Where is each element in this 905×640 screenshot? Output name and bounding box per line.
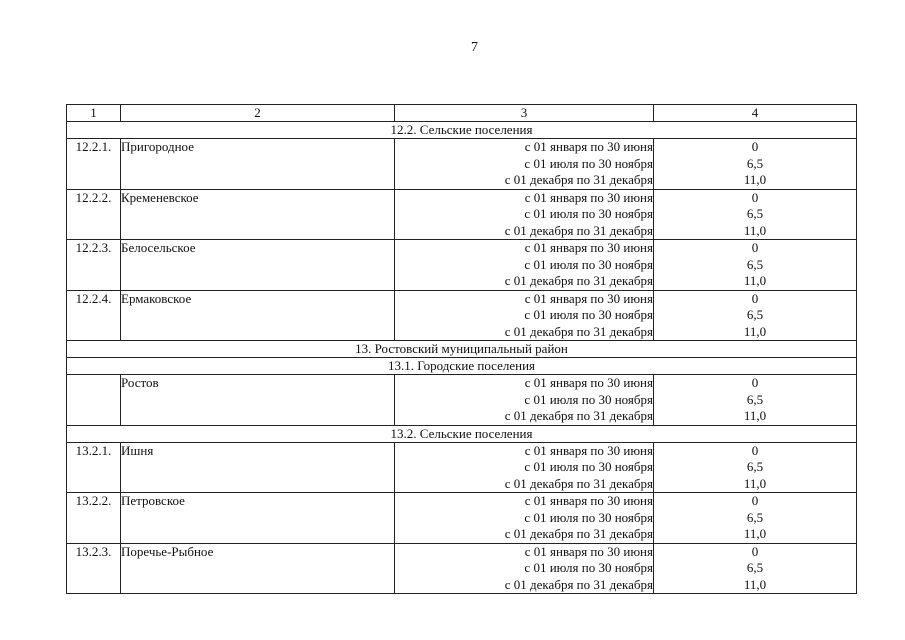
period-line: с 01 января по 30 июня bbox=[524, 543, 653, 559]
period-cell bbox=[395, 543, 654, 594]
period-line: с 01 декабря по 31 декабря bbox=[504, 408, 653, 423]
period-line: с 01 января по 30 июня bbox=[524, 493, 653, 508]
value-line: 11,0 bbox=[743, 323, 767, 339]
period-line: с 01 июля по 30 ноября bbox=[524, 459, 653, 474]
value-line: 0 bbox=[751, 290, 759, 306]
value-line: 11,0 bbox=[743, 475, 767, 491]
period-line: с 01 декабря по 31 декабря bbox=[504, 222, 653, 238]
row-number: 13.2.2. bbox=[67, 493, 121, 544]
table-row bbox=[67, 240, 857, 291]
value-line: 6,5 bbox=[746, 509, 764, 525]
header-col-2: 2 bbox=[121, 105, 395, 122]
table-header-row bbox=[67, 105, 857, 122]
value-cell bbox=[654, 543, 857, 594]
settlement-name: Белосельское bbox=[121, 240, 395, 291]
period-line: с 01 июля по 30 ноября bbox=[524, 206, 653, 221]
period-cell bbox=[395, 442, 654, 493]
table-row bbox=[67, 375, 857, 426]
period-line: с 01 июля по 30 ноября bbox=[524, 307, 653, 322]
value-line: 11,0 bbox=[743, 273, 767, 288]
period-line: с 01 июля по 30 ноября bbox=[524, 509, 653, 525]
period-line: с 01 июля по 30 ноября bbox=[524, 256, 653, 272]
value-line: 6,5 bbox=[746, 206, 764, 221]
settlement-name: Поречье-Рыбное bbox=[121, 543, 395, 594]
header-col-4: 4 bbox=[654, 105, 857, 122]
row-number: 12.2.2. bbox=[67, 189, 121, 240]
period-line: с 01 января по 30 июня bbox=[524, 240, 653, 255]
value-cell bbox=[654, 189, 857, 240]
period-line: с 01 января по 30 июня bbox=[524, 442, 653, 458]
section-row bbox=[67, 341, 857, 358]
period-line: с 01 января по 30 июня bbox=[524, 139, 653, 154]
page-number: 7 bbox=[471, 40, 478, 55]
period-line: с 01 декабря по 31 декабря bbox=[504, 172, 653, 187]
row-number: 13.2.1. bbox=[67, 442, 121, 493]
settlement-name: Ермаковское bbox=[121, 290, 395, 341]
period-cell bbox=[395, 375, 654, 426]
settlement-name: Петровское bbox=[121, 493, 395, 544]
settlement-name: Ростов bbox=[121, 375, 395, 426]
value-line: 0 bbox=[751, 493, 759, 508]
section-label: 13. Ростовский муниципальный район bbox=[67, 341, 857, 358]
section-label: 12.2. Сельские поселения bbox=[67, 122, 857, 139]
value-line: 0 bbox=[751, 543, 759, 559]
settlement-name: Ишня bbox=[121, 442, 395, 493]
row-number bbox=[67, 375, 121, 426]
period-line: с 01 января по 30 июня bbox=[524, 290, 653, 306]
period-line: с 01 января по 30 июня bbox=[524, 375, 653, 390]
value-line: 6,5 bbox=[746, 307, 764, 322]
period-line: с 01 июля по 30 ноября bbox=[524, 391, 653, 407]
value-cell bbox=[654, 442, 857, 493]
value-line: 11,0 bbox=[743, 526, 767, 541]
settlement-name: Пригородное bbox=[121, 139, 395, 190]
tariff-table bbox=[66, 104, 857, 594]
table-row bbox=[67, 493, 857, 544]
period-line: с 01 декабря по 31 декабря bbox=[504, 475, 653, 491]
value-cell bbox=[654, 240, 857, 291]
period-line: с 01 декабря по 31 декабря bbox=[504, 323, 653, 339]
period-cell bbox=[395, 240, 654, 291]
section-label: 13.2. Сельские поселения bbox=[67, 425, 857, 442]
settlement-name: Кременевское bbox=[121, 189, 395, 240]
row-number: 13.2.3. bbox=[67, 543, 121, 594]
period-cell bbox=[395, 139, 654, 190]
table-row bbox=[67, 189, 857, 240]
period-line: с 01 декабря по 31 декабря bbox=[504, 576, 653, 592]
value-line: 6,5 bbox=[746, 459, 764, 474]
table-row bbox=[67, 139, 857, 190]
row-number: 12.2.1. bbox=[67, 139, 121, 190]
period-cell bbox=[395, 493, 654, 544]
value-line: 0 bbox=[751, 240, 759, 255]
section-row bbox=[67, 122, 857, 139]
table-body bbox=[67, 105, 857, 594]
period-line: с 01 декабря по 31 декабря bbox=[504, 273, 653, 288]
value-line: 6,5 bbox=[746, 155, 764, 171]
period-line: с 01 декабря по 31 декабря bbox=[504, 526, 653, 541]
header-col-3: 3 bbox=[395, 105, 654, 122]
value-line: 6,5 bbox=[746, 391, 764, 407]
value-cell bbox=[654, 290, 857, 341]
header-col-1: 1 bbox=[67, 105, 121, 122]
value-line: 0 bbox=[751, 189, 759, 205]
value-line: 0 bbox=[751, 139, 759, 154]
table-row bbox=[67, 442, 857, 493]
period-line: с 01 января по 30 июня bbox=[524, 189, 653, 205]
table-row bbox=[67, 290, 857, 341]
period-line: с 01 июля по 30 ноября bbox=[524, 155, 653, 171]
value-cell bbox=[654, 139, 857, 190]
value-line: 6,5 bbox=[746, 256, 764, 272]
value-line: 11,0 bbox=[743, 172, 767, 187]
section-label: 13.1. Городские поселения bbox=[67, 358, 857, 375]
value-cell bbox=[654, 493, 857, 544]
table-row bbox=[67, 543, 857, 594]
value-line: 11,0 bbox=[743, 576, 767, 592]
period-cell bbox=[395, 290, 654, 341]
row-number: 12.2.3. bbox=[67, 240, 121, 291]
period-cell bbox=[395, 189, 654, 240]
value-line: 11,0 bbox=[743, 408, 767, 423]
row-number: 12.2.4. bbox=[67, 290, 121, 341]
value-line: 6,5 bbox=[746, 560, 764, 575]
period-line: с 01 июля по 30 ноября bbox=[524, 560, 653, 575]
section-row bbox=[67, 425, 857, 442]
value-cell bbox=[654, 375, 857, 426]
value-line: 0 bbox=[751, 442, 759, 458]
value-line: 0 bbox=[751, 375, 759, 390]
section-row bbox=[67, 358, 857, 375]
value-line: 11,0 bbox=[743, 222, 767, 238]
